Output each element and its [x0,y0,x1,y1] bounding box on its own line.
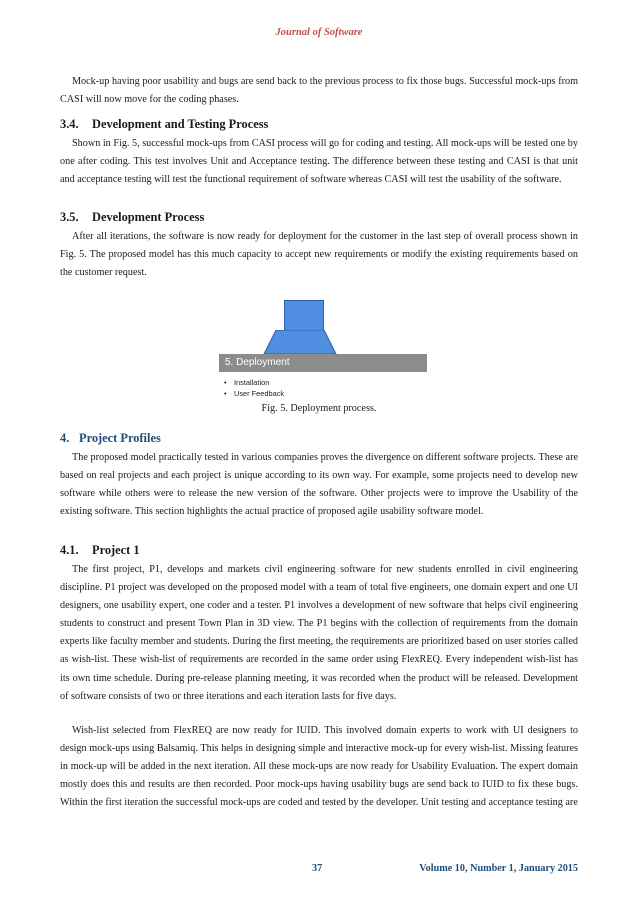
deployment-box [284,300,324,332]
paragraph-intro: Mock-up having poor usability and bugs are send back to the previous process to fix those bugs. Successful mock-ups from CASI will now move for the coding phases. [60,76,578,106]
figure-caption: Fig. 5. Deployment process. [261,403,377,414]
paragraph-4-1-b: Wish-list selected from FlexREQ are now ready for IUID. This involved domain experts to work with UI designers to design mock-ups using Balsamiq. This helps in designing simple and interactive mock-up for every wish-list. Missing features in mock-up will be added in the next iteration. All these mock-ups are now ready for Usability Evaluation. The expert domain mostly does this and results are then recorded. Poor mock-ups having usability bugs are send back to IUID to fix these bugs. Within the first iteration the successful mock-ups are coded and tested by the developer. Unit testing and acceptance testing are [60,725,578,809]
paragraph-3-4: Shown in Fig. 5, successful mock-ups from CASI process will go for coding and testing. All mock-ups will be tested one by one after coding. This test involves Unit and Acceptance testing. The difference between these testing and CASI is that unit and acceptance testing will test the functional requirement of software whereas CASI will test the usability of the software. [60,138,578,186]
deployment-items [224,377,284,399]
section-heading-4-1: 4.1. Project 1 [60,543,140,557]
paragraph-4: The proposed model practically tested in various companies proves the divergence on different software projects. These are based on real projects and each project is unique according to its own way. For example, some projects need to develop new software while others were to release the new version of the software. Other projects were to improve the Usability of the existing software. This section highlights the actual practice of proposed agile usability software model. [60,452,578,518]
deployment-item: • User Feedback [224,388,284,399]
section-heading-3-5: 3.5. Development Process [60,210,205,224]
journal-header: Journal of Software [275,27,363,38]
deployment-item: • Installation [224,377,284,388]
page-number: 37 [312,863,323,874]
deployment-trapezoid [262,330,338,354]
volume-info: Volume 10, Number 1, January 2015 [419,863,578,874]
deployment-stage-bar: 5. Deployment [219,354,427,372]
paragraph-4-1-a: The first project, P1, develops and markets civil engineering software for new students enrolled in civil engineering discipline. P1 project was developed on the proposed model with a team of total five engineers, one domain expert and one UI designers, one usability expert, one coder and a tester. P1 involves a development of new software that helps civil engineering students to construct and present Town Plan in 3D view. The P1 begins with the collection of requirements from the domain experts like faculty member and students. During the first meeting, the requirements are prioritized based on user stories called as wish-list. These wish-list of requirements are recorded in the same order using FlexREQ. Every independent wish-list has its own time schedule. During pre-release planning meeting, it was recorded when the product will be released. Development of software consists of two or three iterations and each iteration lasts for five days. [60,564,578,702]
section-heading-3-4: 3.4. Development and Testing Process [60,117,269,131]
section-heading-4: 4. Project Profiles [60,431,161,445]
paragraph-3-5: After all iterations, the software is now ready for deployment for the customer in the last step of overall process shown in Fig. 5. The proposed model has this much capacity to accept new requirements or modify the existing requirements based on the customer request. [60,231,578,279]
